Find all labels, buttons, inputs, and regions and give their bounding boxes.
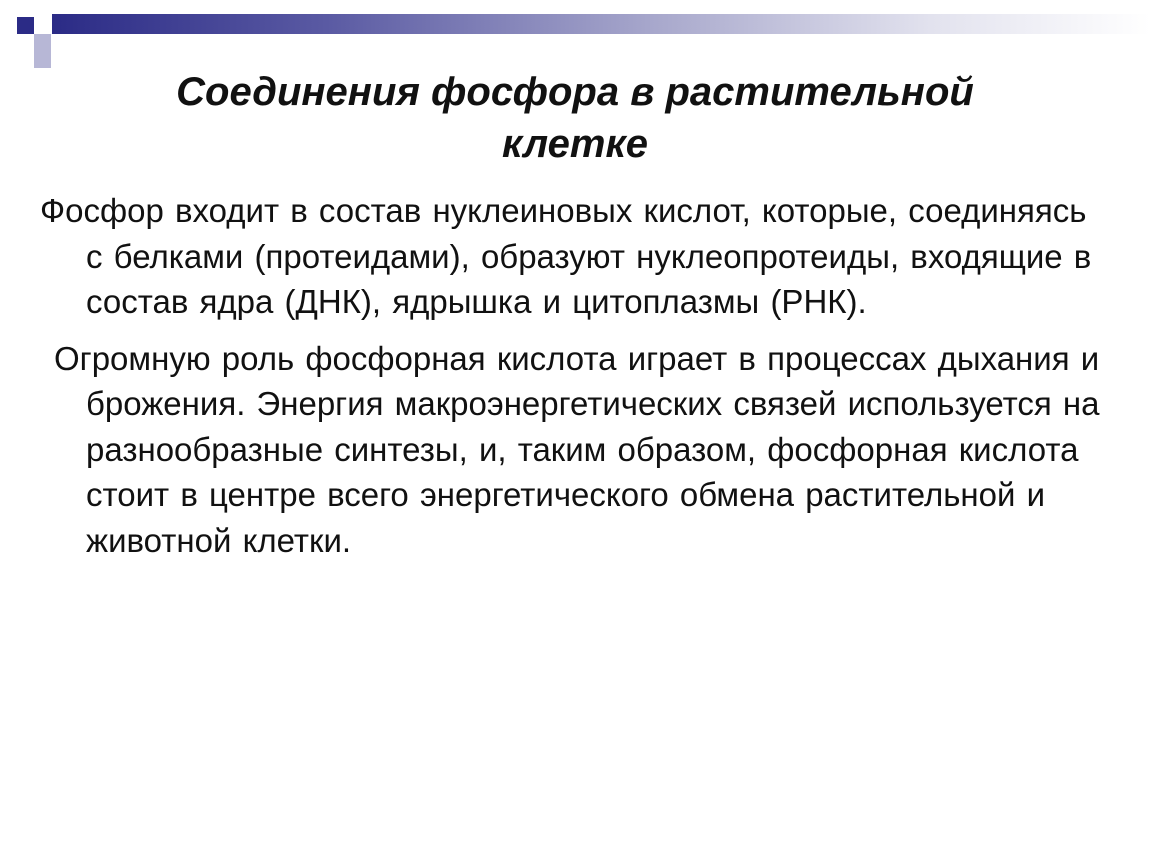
- body-paragraph: Огромную роль фосфорная кислота играет в процессах дыхания и брожения. Энергия макроэнергетических связей используется на разнообразные синтезы, и, таким образом, фосфорная кислота стоит в центре всего энергетического обмена растительной и животной клетки.: [54, 339, 1100, 559]
- slide-title: Соединения фосфора в растительной клетке: [176, 70, 974, 166]
- slide-body: [40, 188, 1110, 563]
- body-paragraph: Фосфор входит в состав нуклеиновых кислот, которые, соединяясь с белками (протеидами), образуют нуклеопротеиды, входящие в состав ядра (ДНК), ядрышка и цитоплазмы (РНК).: [40, 192, 1092, 320]
- decorative-square: [34, 34, 51, 51]
- decorative-square: [17, 17, 34, 34]
- decorative-square: [34, 51, 51, 68]
- gradient-bar: [52, 14, 1150, 34]
- decorative-header-band: [0, 0, 1150, 70]
